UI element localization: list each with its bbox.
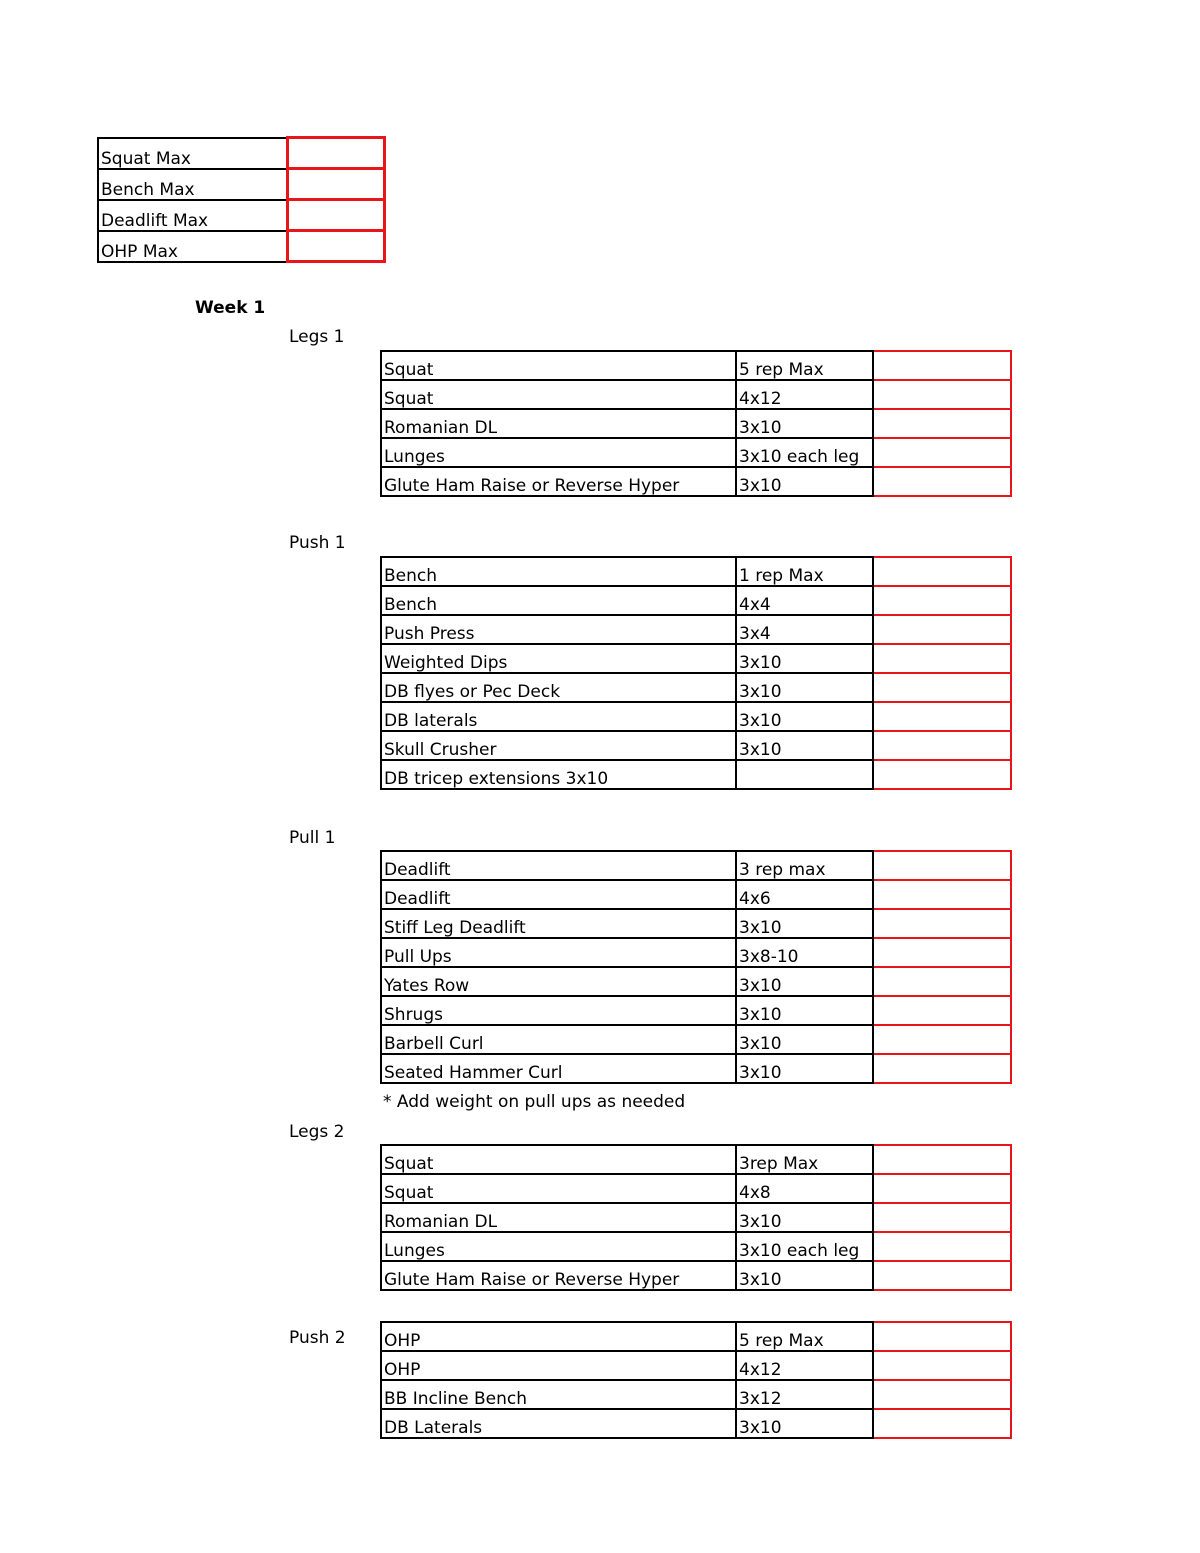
exercise-cell: Bench	[381, 557, 736, 586]
weight-input-cell[interactable]	[873, 1025, 1011, 1054]
scheme-cell: 4x4	[736, 586, 873, 615]
exercise-cell: Seated Hammer Curl	[381, 1054, 736, 1083]
weight-input-cell[interactable]	[873, 557, 1011, 586]
exercise-cell: Pull Ups	[381, 938, 736, 967]
table-row	[381, 351, 1011, 380]
exercise-cell: Weighted Dips	[381, 644, 736, 673]
scheme-cell: 3rep Max	[736, 1145, 873, 1174]
table-row	[381, 1174, 1011, 1203]
weight-input-cell[interactable]	[873, 938, 1011, 967]
weight-input-cell[interactable]	[873, 1203, 1011, 1232]
table-row	[381, 1351, 1011, 1380]
table-row	[381, 1145, 1011, 1174]
exercise-cell: Squat	[381, 351, 736, 380]
day-title: Push 1	[289, 533, 346, 553]
exercise-cell: Push Press	[381, 615, 736, 644]
table-row	[381, 760, 1011, 789]
legs2-table	[380, 1144, 1012, 1291]
table-row	[381, 438, 1011, 467]
max-row	[98, 138, 384, 169]
max-input-cell[interactable]	[287, 200, 384, 231]
exercise-cell: Stiff Leg Deadlift	[381, 909, 736, 938]
day-title: Legs 1	[289, 327, 345, 347]
scheme-cell: 5 rep Max	[736, 351, 873, 380]
table-row	[381, 1054, 1011, 1083]
push1-table	[380, 556, 1012, 790]
exercise-cell: DB flyes or Pec Deck	[381, 673, 736, 702]
scheme-cell: 3x10 each leg	[736, 1232, 873, 1261]
table-row	[381, 1409, 1011, 1438]
weight-input-cell[interactable]	[873, 644, 1011, 673]
weight-input-cell[interactable]	[873, 467, 1011, 496]
scheme-cell: 3x10	[736, 673, 873, 702]
scheme-cell: 3x10	[736, 644, 873, 673]
scheme-cell: 4x12	[736, 380, 873, 409]
scheme-cell	[736, 760, 873, 789]
max-table	[97, 136, 386, 263]
exercise-cell: Lunges	[381, 438, 736, 467]
exercise-cell: OHP	[381, 1322, 736, 1351]
table-row	[381, 731, 1011, 760]
exercise-cell: Deadlift	[381, 851, 736, 880]
weight-input-cell[interactable]	[873, 615, 1011, 644]
scheme-cell: 4x12	[736, 1351, 873, 1380]
weight-input-cell[interactable]	[873, 1409, 1011, 1438]
table-row	[381, 557, 1011, 586]
table-row	[381, 1232, 1011, 1261]
scheme-cell: 3x10	[736, 1261, 873, 1290]
weight-input-cell[interactable]	[873, 1054, 1011, 1083]
weight-input-cell[interactable]	[873, 409, 1011, 438]
scheme-cell: 3x4	[736, 615, 873, 644]
exercise-cell: Skull Crusher	[381, 731, 736, 760]
weight-input-cell[interactable]	[873, 760, 1011, 789]
exercise-cell: DB laterals	[381, 702, 736, 731]
table-row	[381, 702, 1011, 731]
scheme-cell: 3x10	[736, 1025, 873, 1054]
push2-table	[380, 1321, 1012, 1439]
exercise-cell: Romanian DL	[381, 409, 736, 438]
weight-input-cell[interactable]	[873, 1232, 1011, 1261]
exercise-cell: Yates Row	[381, 967, 736, 996]
max-label: Bench Max	[98, 169, 287, 200]
exercise-cell: Deadlift	[381, 880, 736, 909]
weight-input-cell[interactable]	[873, 1380, 1011, 1409]
exercise-cell: Squat	[381, 1145, 736, 1174]
exercise-cell: DB tricep extensions 3x10	[381, 760, 736, 789]
weight-input-cell[interactable]	[873, 1261, 1011, 1290]
table-row	[381, 467, 1011, 496]
weight-input-cell[interactable]	[873, 1174, 1011, 1203]
table-row	[381, 644, 1011, 673]
table-row	[381, 1203, 1011, 1232]
scheme-cell: 3x8-10	[736, 938, 873, 967]
scheme-cell: 3x10	[736, 409, 873, 438]
scheme-cell: 3x10	[736, 1409, 873, 1438]
weight-input-cell[interactable]	[873, 702, 1011, 731]
scheme-cell: 3x10	[736, 731, 873, 760]
weight-input-cell[interactable]	[873, 731, 1011, 760]
table-row	[381, 1261, 1011, 1290]
scheme-cell: 4x6	[736, 880, 873, 909]
table-row	[381, 409, 1011, 438]
scheme-cell: 3x10	[736, 1203, 873, 1232]
scheme-cell: 3x10	[736, 467, 873, 496]
scheme-cell: 3x10	[736, 702, 873, 731]
weight-input-cell[interactable]	[873, 1351, 1011, 1380]
max-row	[98, 200, 384, 231]
scheme-cell: 3x10	[736, 909, 873, 938]
max-row	[98, 169, 384, 200]
scheme-cell: 3 rep max	[736, 851, 873, 880]
table-row	[381, 996, 1011, 1025]
table-row	[381, 909, 1011, 938]
table-row	[381, 967, 1011, 996]
max-label: Deadlift Max	[98, 200, 287, 231]
exercise-cell: BB Incline Bench	[381, 1380, 736, 1409]
scheme-cell: 3x10 each leg	[736, 438, 873, 467]
pull-note: * Add weight on pull ups as needed	[383, 1092, 686, 1112]
exercise-cell: Romanian DL	[381, 1203, 736, 1232]
exercise-cell: Lunges	[381, 1232, 736, 1261]
scheme-cell: 3x10	[736, 996, 873, 1025]
day-title: Pull 1	[289, 828, 336, 848]
exercise-cell: Barbell Curl	[381, 1025, 736, 1054]
exercise-cell: Squat	[381, 380, 736, 409]
table-row	[381, 380, 1011, 409]
weight-input-cell[interactable]	[873, 586, 1011, 615]
exercise-cell: Bench	[381, 586, 736, 615]
weight-input-cell[interactable]	[873, 1145, 1011, 1174]
weight-input-cell[interactable]	[873, 909, 1011, 938]
day-title: Legs 2	[289, 1122, 345, 1142]
day-title: Push 2	[289, 1328, 346, 1348]
weight-input-cell[interactable]	[873, 967, 1011, 996]
weight-input-cell[interactable]	[873, 851, 1011, 880]
table-row	[381, 851, 1011, 880]
weight-input-cell[interactable]	[873, 351, 1011, 380]
max-row	[98, 231, 384, 262]
weight-input-cell[interactable]	[873, 880, 1011, 909]
weight-input-cell[interactable]	[873, 673, 1011, 702]
table-row	[381, 615, 1011, 644]
table-row	[381, 1322, 1011, 1351]
legs1-table	[380, 350, 1012, 497]
max-label: Squat Max	[98, 138, 287, 169]
week-title: Week 1	[195, 298, 266, 318]
table-row	[381, 673, 1011, 702]
exercise-cell: Glute Ham Raise or Reverse Hyper	[381, 467, 736, 496]
scheme-cell: 1 rep Max	[736, 557, 873, 586]
table-row	[381, 1380, 1011, 1409]
table-row	[381, 880, 1011, 909]
max-label: OHP Max	[98, 231, 287, 262]
max-input-cell[interactable]	[287, 231, 384, 262]
weight-input-cell[interactable]	[873, 1322, 1011, 1351]
scheme-cell: 3x10	[736, 1054, 873, 1083]
exercise-cell: Shrugs	[381, 996, 736, 1025]
scheme-cell: 3x10	[736, 967, 873, 996]
weight-input-cell[interactable]	[873, 996, 1011, 1025]
exercise-cell: DB Laterals	[381, 1409, 736, 1438]
scheme-cell: 4x8	[736, 1174, 873, 1203]
exercise-cell: Squat	[381, 1174, 736, 1203]
exercise-cell: Glute Ham Raise or Reverse Hyper	[381, 1261, 736, 1290]
scheme-cell: 5 rep Max	[736, 1322, 873, 1351]
table-row	[381, 1025, 1011, 1054]
max-input-cell[interactable]	[287, 169, 384, 200]
table-row	[381, 586, 1011, 615]
pull1-table	[380, 850, 1012, 1084]
max-input-cell[interactable]	[287, 138, 384, 169]
weight-input-cell[interactable]	[873, 438, 1011, 467]
table-row	[381, 938, 1011, 967]
scheme-cell: 3x12	[736, 1380, 873, 1409]
exercise-cell: OHP	[381, 1351, 736, 1380]
weight-input-cell[interactable]	[873, 380, 1011, 409]
